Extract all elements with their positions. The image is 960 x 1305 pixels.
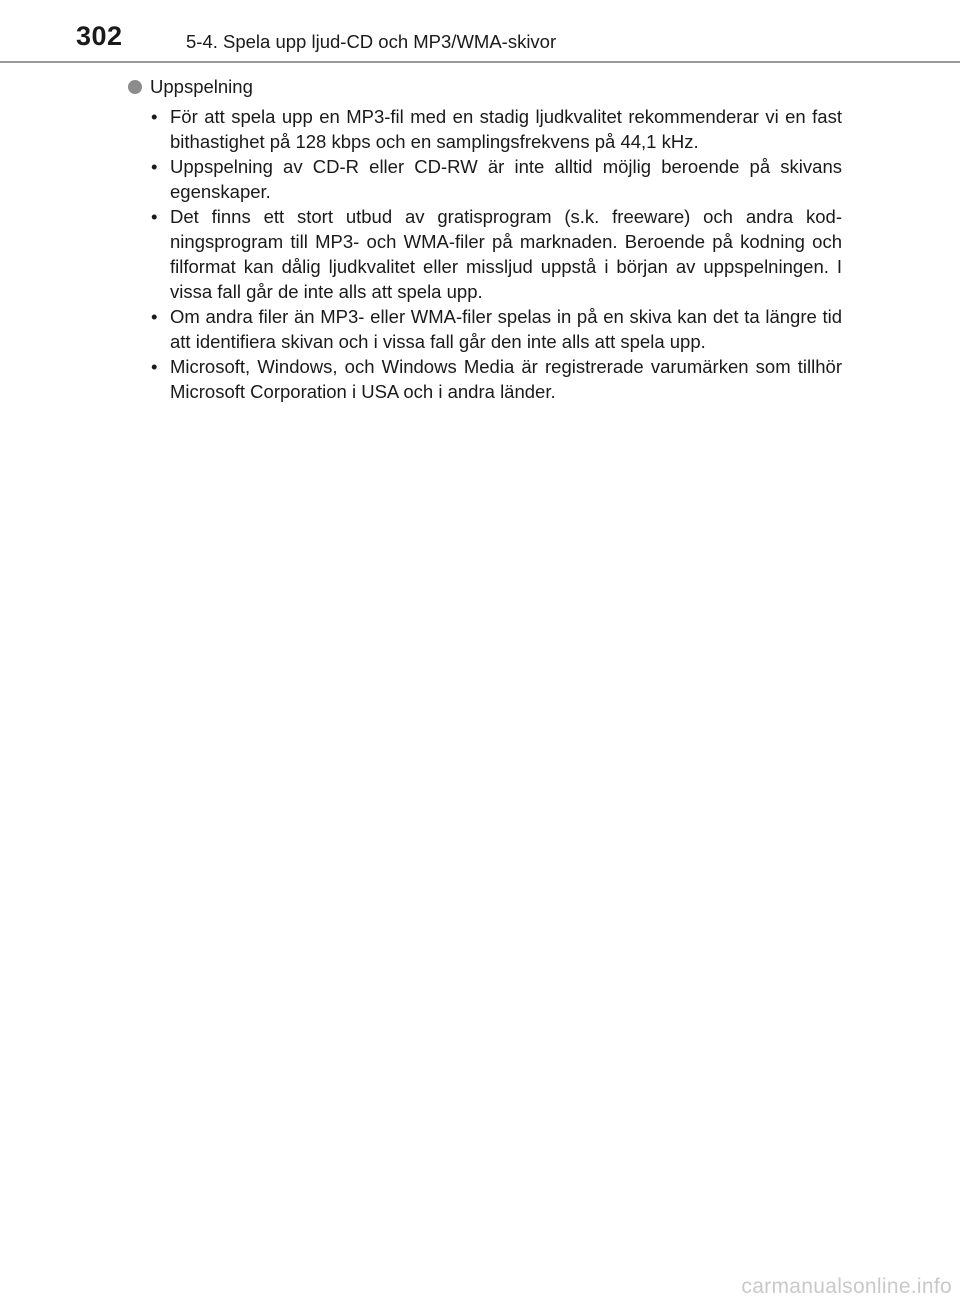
list-item-text: Uppspelning av CD-R eller CD-RW är inte alltid möjlig beroende på skivans egenskaper. xyxy=(170,156,842,202)
topic-title: Uppspelning xyxy=(150,76,253,97)
list-item xyxy=(128,304,842,354)
topic-heading xyxy=(128,74,842,99)
watermark-text: carmanualsonline.info xyxy=(741,1275,952,1298)
list-item xyxy=(128,104,842,154)
bullet-dot-icon: • xyxy=(151,356,158,377)
header-divider xyxy=(0,61,960,63)
page-content xyxy=(128,74,842,404)
bullet-dot-icon: • xyxy=(151,156,158,177)
list-item xyxy=(128,204,842,304)
section-title: 5-4. Spela upp ljud-CD och MP3/WMA-skivor xyxy=(186,31,557,52)
list-item-text: Microsoft, Windows, och Windows Media är registrerade varumärken som tillhör Microsoft Corporation i USA och i andra länder. xyxy=(170,356,842,402)
bullet-dot-icon: • xyxy=(151,206,158,227)
list-item xyxy=(128,154,842,204)
list-item xyxy=(128,354,842,404)
bullet-list xyxy=(128,104,842,404)
page-header xyxy=(0,0,960,62)
circle-bullet-icon xyxy=(128,80,142,94)
bullet-dot-icon: • xyxy=(151,306,158,327)
list-item-text: För att spela upp en MP3-fil med en stadig ljudkvalitet rekommenderar vi en fast bithastighet på 128 kbps och en samplingsfrekvens på 44,1 kHz. xyxy=(170,106,842,152)
bullet-dot-icon: • xyxy=(151,106,158,127)
page-number: 302 xyxy=(76,21,123,51)
list-item-text: Om andra filer än MP3- eller WMA-filer spelas in på en skiva kan det ta längre tid att identifiera skivan och i vissa fall går den inte alls att spela upp. xyxy=(170,306,842,352)
list-item-text: Det finns ett stort utbud av gratisprogram (s.k. freeware) och andra kodningsprogram till MP3- och WMA-filer på marknaden. Beroende på kodning och filformat kan dålig ljudkvalitet eller missljud uppstå i början av uppspelningen. I vissa fall går de inte alls att spela upp. xyxy=(170,206,842,302)
